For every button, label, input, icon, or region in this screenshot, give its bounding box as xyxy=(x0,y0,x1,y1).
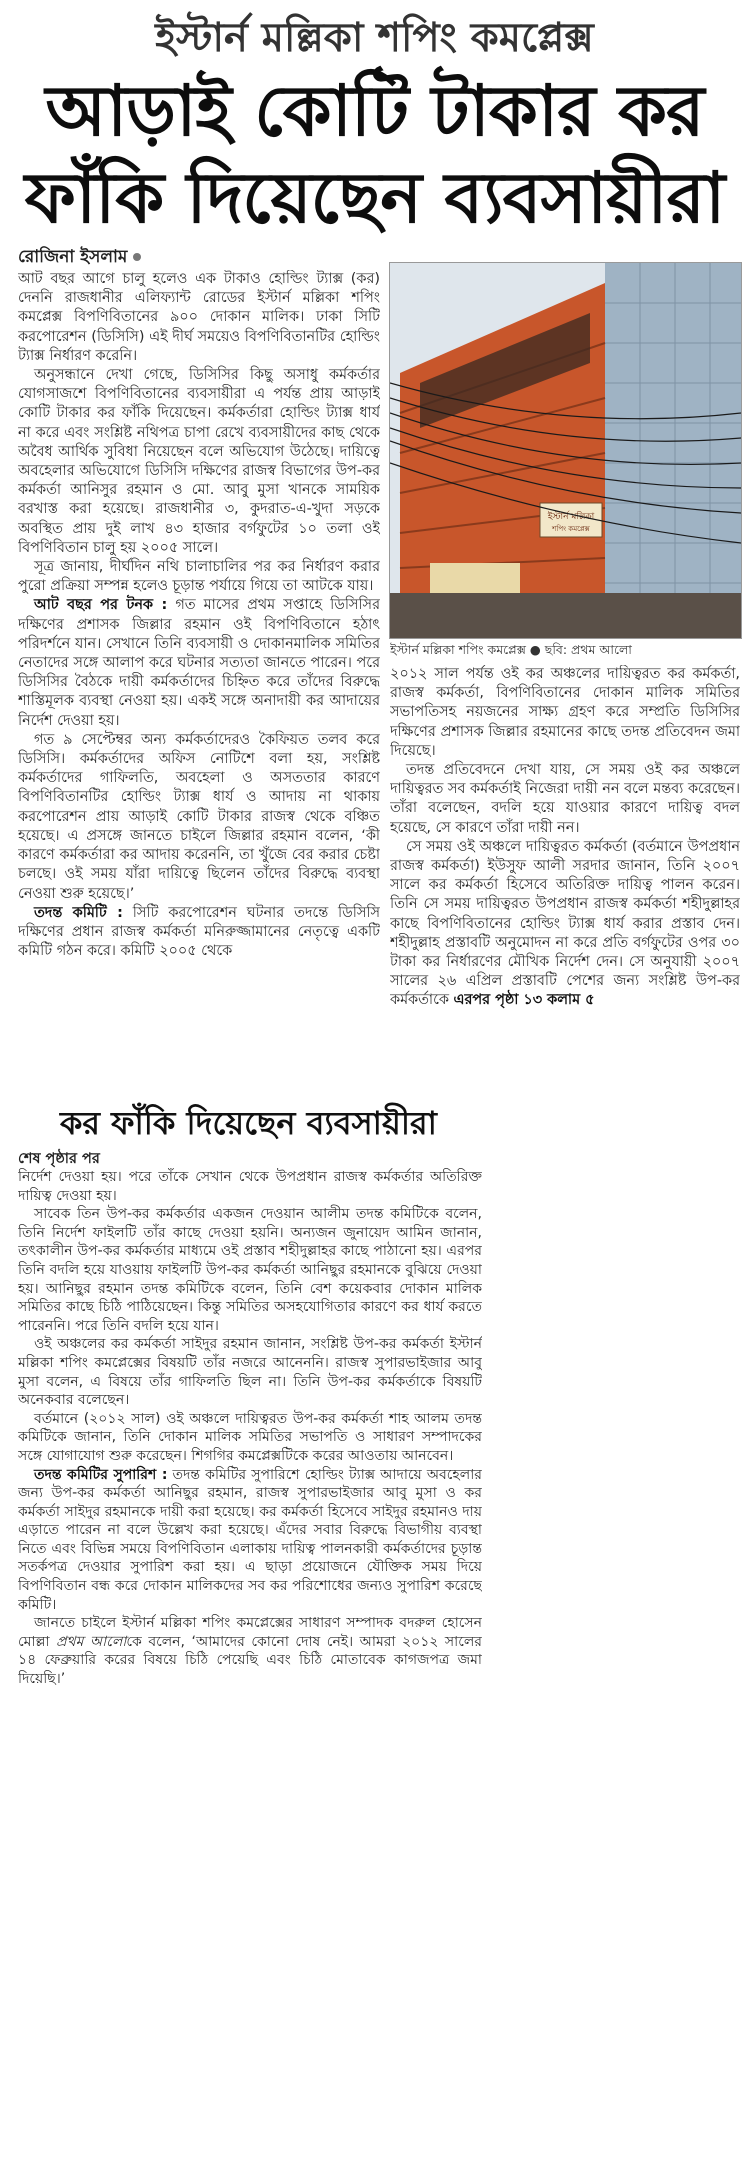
byline-author: রোজিনা ইসলাম xyxy=(18,247,128,267)
paragraph xyxy=(390,838,740,1011)
jump-line: এরপর পৃষ্ঠা ১৩ কলাম ৫ xyxy=(453,992,595,1009)
headline-line-2: ফাঁকি দিয়েছেন ব্যবসায়ীরা xyxy=(24,157,725,239)
paragraph-text: জানতে চাইলে ইস্টার্ন মল্লিকা শপিং কমপ্লেক্সের সাধারণ সম্পাদক বদরুল হোসেন মোল্লা xyxy=(18,1615,482,1650)
byline-dot xyxy=(133,253,141,261)
subhead: তদন্ত কমিটি : xyxy=(34,904,123,921)
paragraph xyxy=(18,1614,482,1688)
paragraph: বর্তমানে (২০১২ সাল) ওই অঞ্চলে দায়িত্বরত উপ-কর কর্মকর্তা শাহ আলম তদন্ত কমিটিকে জানান, তিনি দোকান মালিক সমিতির সভাপতি ও সাধারণ সম্পাদকের সঙ্গে যোগাযোগ শুরু করেছেন। শিগগির কমপ্লেক্সটিকে করের আওতায় আনবেন। xyxy=(18,1410,482,1464)
paragraph-text: তদন্ত কমিটির সুপারিশে হোল্ডিং ট্যাক্স আদায়ে অবহেলার জন্য উপ-কর কর্মকর্তা আনিছুর রহমান, রাজস্ব সুপারভাইজার আবু মুসা ও কর কর্মকর্তা সাইদুর রহমানকে দায়ী করা হয়েছে। কর কর্মকর্তা হিসেবে সাইদুর রহমানও দায় এড়াতে পারেন না বলে উল্লেখ করা হয়েছে। এঁদের সবার বিরুদ্ধে বিভাগীয় ব্যবস্থা নিতে এবং বিভিন্ন সময়ে বিপণিবিতান এলাকায় দায়িত্ব পালনকারী কর্মকর্তাদের চূড়ান্ত সতর্কপত্র দেওয়ার সুপারিশ করা হয়। এ ছাড়া প্রয়োজনে যৌক্তিক সময় দিয়ে বিপণিবিতান বন্ধ করে দোকান মালিকদের সব কর পরিশোধের জন্যও সুপারিশ করেছে কমিটি। xyxy=(18,1466,482,1613)
subhead: আট বছর পর টনক : xyxy=(34,597,168,614)
continuation-from-label: শেষ পৃষ্ঠার পর xyxy=(18,1151,100,1167)
building-photo-drawing xyxy=(390,263,741,638)
paragraph-text: সিটি করপোরেশন ঘটনার তদন্তে ডিসিসি দক্ষিণের প্রধান রাজস্ব কর্মকর্তা মনিরুজ্জামানের নেতৃত্বে একটি কমিটি গঠন করে। কমিটি ২০০৫ থেকে xyxy=(18,904,380,960)
photo-sign-subtext: শপিং কমপ্লেক্স xyxy=(552,525,590,533)
building-photo xyxy=(389,262,742,639)
paragraph xyxy=(18,904,380,962)
paragraph: তদন্ত প্রতিবেদনে দেখা যায়, সে সময় ওই কর অঞ্চলে দায়িত্বরত সব কর্মকর্তাই নিজেরা দায়ী নন বলে মন্তব্য করেছেন। তাঁরা বলেছেন, বদলি হয়ে যাওয়ার কারণে দায়িত্ব বদল হয়েছে, সে কারণে তাঁরা দায়ী নন। xyxy=(390,762,740,836)
paragraph: গত ৯ সেপ্টেম্বর অন্য কর্মকর্তাদেরও কৈফিয়ত তলব করে ডিসিসি। কর্মকর্তাদের অফিস নোটিশে বলা হয়, সংশ্লিষ্ট কর্মকর্তাদের গাফিলতি, অবহেলা ও অসততার কারণে বিপণিবিতানটির হোল্ডিং ট্যাক্স ধার্য ও আদায় না থাকায় করপোরেশন প্রায় আড়াই কোটি টাকার রাজস্ব থেকে বঞ্চিত হয়েছে। এ প্রসঙ্গে জানতে চাইলে জিল্লার রহমান বলেন, ‘কী কারণে কর্মকর্তারা কর আদায় করেননি, তা খুঁজে বের করার চেষ্টা চলছে। ওই সময় যাঁরা দায়িত্বে ছিলেন তাঁদের বিরুদ্ধে ব্যবস্থা নেওয়া শুরু হয়েছে।’ xyxy=(18,731,380,902)
paragraph: সাবেক তিন উপ-কর কর্মকর্তার একজন দেওয়ান আলীম তদন্ত কমিটিকে বলেন, তিনি নির্দেশ ফাইলটি তাঁর কাছে দেওয়া হয়নি। অন্যজন জুনায়েদ আমিন জানান, তৎকালীন উপ-কর কর্মকর্তার মাধ্যমে ওই প্রস্তাব শহীদুল্লাহর কাছে পাঠানো হয়। এরপর তিনি বদলি হয়ে যাওয়ায় ফাইলটি উপ-কর কর্মকর্তা আনিছুর রহমানকে বুঝিয়ে দেওয়া হয়। আনিছুর রহমান তদন্ত কমিটিকে বলেন, তিনি বেশ কয়েকবার দোকান মালিক সমিতির কাছে চিঠি পাঠিয়েছেন। কিন্তু সমিতির অসহযোগিতার কারণে কর ধার্য করতে পারেননি। পরে তিনি বদলি হয়ে যান। xyxy=(18,1206,482,1334)
paragraph: সূত্র জানায়, দীর্ঘদিন নথি চালাচালির পর কর নির্ধারণ করার পুরো প্রক্রিয়া সম্পন্ন হলেও চূড়ান্ত পর্যায়ে গিয়ে তা আটকে যায়। xyxy=(18,559,380,595)
paragraph xyxy=(18,1466,482,1615)
paragraph-text: গত মাসের প্রথম সপ্তাহে ডিসিসির দক্ষিণের প্রশাসক জিল্লার রহমান ওই বিপণিবিতানে হঠাৎ পরিদর্শনে যান। সেখানে তিনি ব্যবসায়ী ও দোকানমালিক সমিতির নেতাদের সঙ্গে আলাপ করে ঘটনার সত্যতা জানতে পারেন। পরে ডিসিসির বৈঠকে দায়ী কর্মকর্তাদের চিহ্নিত করে তাঁদের বিরুদ্ধে শাস্তিমূলক ব্যবস্থা নেওয়া হয়। একই সঙ্গে অনাদায়ী কর আদায়ের নির্দেশ দেওয়া হয়। xyxy=(18,597,380,729)
paragraph-text: সে সময় ওই অঞ্চলে দায়িত্বরত কর্মকর্তা (বর্তমানে উপপ্রধান রাজস্ব কর্মকর্তা) ইউসুফ আলী সরদার জানান, তিনি ২০০৭ সালে কর কর্মকর্তা হিসেবে অতিরিক্ত দায়িত্ব পালন করেন। তিনি সে সময় দায়িত্বরত উপপ্রধান রাজস্ব কর্মকর্তা শহীদুল্লাহর কাছে বিপণিবিতানের হোল্ডিং ট্যাক্স ধার্য করার প্রস্তাব দেন। শহীদুল্লাহ প্রস্তাবটি অনুমোদন না করে প্রতি বর্গফুটের ওপর ৩০ টাকা কর নির্ধারণের মৌখিক নির্দেশ দেন। সে অনুযায়ী ২০০৭ সালের ২৬ এপ্রিল প্রস্তাবটি পেশের জন্য সংশ্লিষ্ট উপ-কর কর্মকর্তাকে xyxy=(390,838,740,1009)
paragraph-text: কে বলেন, ‘আমাদের কোনো দোষ নেই। আমরা ২০১২ সালের ১৪ ফেব্রুয়ারি করের বিষয়ে চিঠি পেয়েছি এবং চিঠি মোতাবেক কাগজপত্র জমা দিয়েছি।’ xyxy=(18,1633,482,1688)
continuation-column xyxy=(18,1168,482,1718)
headline-line-1: আড়াই কোটি টাকার কর xyxy=(45,70,704,152)
continuation-headline: কর ফাঁকি দিয়েছেন ব্যবসায়ীরা xyxy=(60,1104,437,1142)
article-right-column xyxy=(390,665,740,1080)
kicker: ইস্টার্ন মল্লিকা শপিং কমপ্লেক্স xyxy=(155,15,594,61)
photo-sign-text: ইস্টার্ন মল্লিকা xyxy=(547,512,595,522)
newspaper-name: প্রথম আলো xyxy=(56,1633,127,1650)
subhead: তদন্ত কমিটির সুপারিশ : xyxy=(34,1466,168,1483)
paragraph xyxy=(18,596,380,730)
paragraph: অনুসন্ধানে দেখা গেছে, ডিসিসির কিছু অসাধু কর্মকর্তার যোগসাজশে বিপণিবিতানের ব্যবসায়ীরা এ পর্যন্ত প্রায় আড়াই কোটি টাকার কর ফাঁকি দিয়েছেন। কর্মকর্তারা হোল্ডিং ট্যাক্স ধার্য না করে এবং সংশ্লিষ্ট নথিপত্র চাপা রেখে ব্যবসায়ীদের কাছ থেকে অবৈধ আর্থিক সুবিধা নিয়েছেন বলে অভিযোগ উঠেছে। দায়িত্বে অবহেলার অভিযোগে ডিসিসি দক্ষিণের রাজস্ব বিভাগের উপ-কর কর্মকর্তা আনিসুর রহমান ও মো. আবু মুসা খানকে সাময়িক বরখাস্ত করা হয়েছে। রাজধানীর ৩, কুদরাত-এ-খুদা সড়কে অবস্থিত প্রায় দুই লাখ ৪৩ হাজার বর্গফুটের ১০ তলা ওই বিপণিবিতান চালু হয় ২০০৫ সালে। xyxy=(18,367,380,556)
paragraph: ওই অঞ্চলের কর কর্মকর্তা সাইদুর রহমান জানান, সংশ্লিষ্ট উপ-কর কর্মকর্তা ইস্টার্ন মল্লিকা শপিং কমপ্লেক্সের বিষয়টি তাঁর নজরে আনেননি। রাজস্ব সুপারভাইজার আবু মুসা বলেন, এ বিষয়ে তাঁর গাফিলতি ছিল না। তিনি উপ-কর কর্মকর্তাকে বিষয়টি অনেকবার বলেছেন। xyxy=(18,1336,482,1409)
paragraph: ২০১২ সাল পর্যন্ত ওই কর অঞ্চলের দায়িত্বরত কর কর্মকর্তা, রাজস্ব কর্মকর্তা, বিপণিবিতানের দোকান মালিক সমিতির সভাপতিসহ নয়জনের সাক্ষ্য গ্রহণ করে সম্প্রতি ডিসিসির দক্ষিণের প্রশাসক জিল্লার রহমানের কাছে তদন্ত প্রতিবেদন জমা দিয়েছে। xyxy=(390,666,740,759)
byline xyxy=(18,244,141,272)
article-left-column xyxy=(18,270,380,1050)
paragraph: নির্দেশ দেওয়া হয়। পরে তাঁকে সেখান থেকে উপপ্রধান রাজস্ব কর্মকর্তার অতিরিক্ত দায়িত্ব দেওয়া হয়। xyxy=(18,1169,482,1204)
paragraph: আট বছর আগে চালু হলেও এক টাকাও হোল্ডিং ট্যাক্স (কর) দেননি রাজধানীর এলিফ্যান্ট রোডের ইস্টার্ন মল্লিকা শপিং কমপ্লেক্স বিপণিবিতানের ৯০০ দোকান মালিক। ঢাকা সিটি করপোরেশন (ডিসিসি) এই দীর্ঘ সময়েও বিপণিবিতানটির হোল্ডিং ট্যাক্স নির্ধারণ করেনি। xyxy=(18,271,380,364)
photo-caption: ইস্টার্ন মল্লিকা শপিং কমপ্লেক্স ● ছবি: প্রথম আলো xyxy=(390,642,632,657)
